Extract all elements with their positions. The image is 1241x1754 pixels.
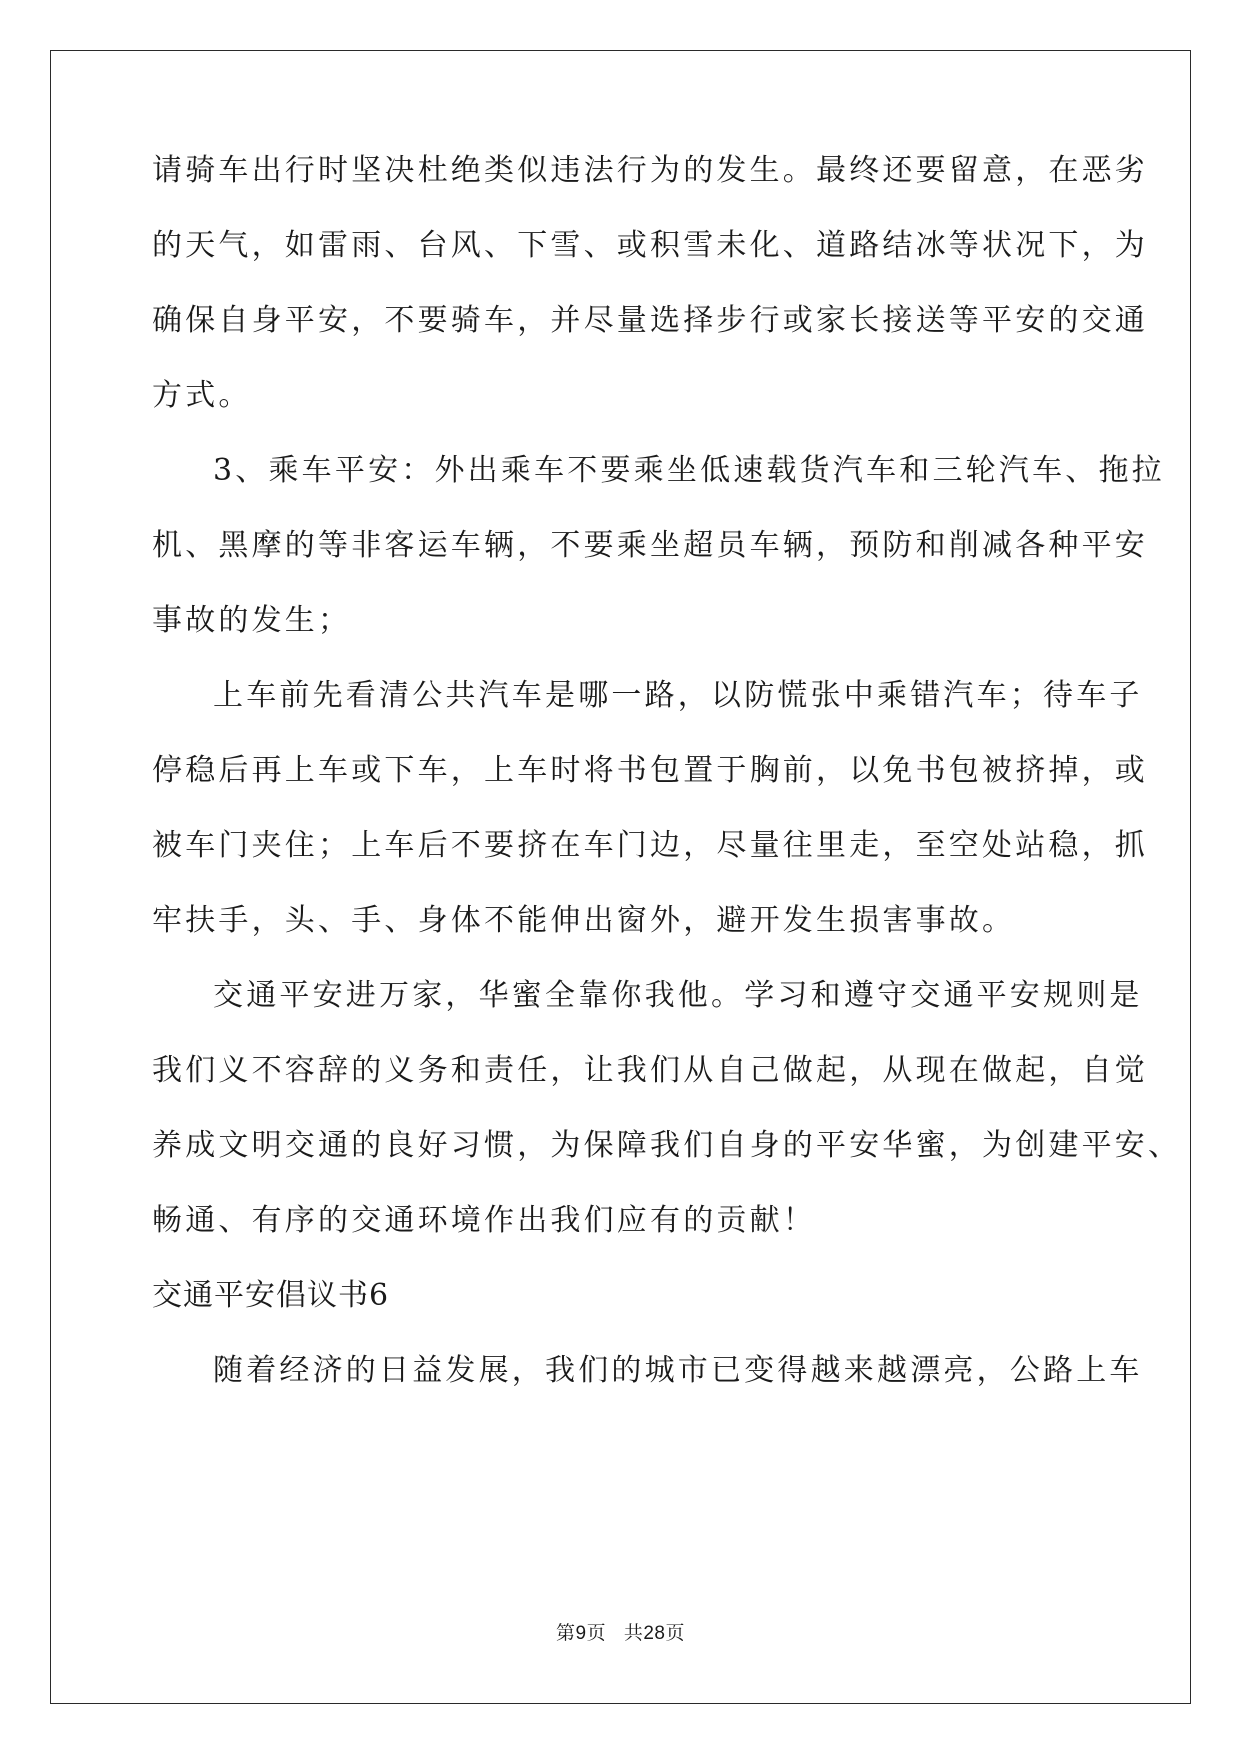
section-heading: 交通平安倡议书6 [152, 1278, 390, 1313]
body-text-line: 事故的发生； [152, 603, 352, 638]
page-total: 共28页 [623, 1623, 685, 1644]
body-text-line: 的天气，如雷雨、台风、下雪、或积雪未化、道路结冰等状况下，为 [152, 228, 1148, 263]
page-border [50, 50, 1191, 1704]
body-text-line: 牢扶手，头、手、身体不能伸出窗外，避开发生损害事故。 [152, 903, 1016, 938]
page-number: 第9页 [556, 1623, 607, 1644]
page-footer [0, 1618, 1241, 1645]
body-text-line: 确保自身平安，不要骑车，并尽量选择步行或家长接送等平安的交通 [152, 303, 1148, 338]
body-text-line: 畅通、有序的交通环境作出我们应有的贡献！ [152, 1203, 816, 1238]
body-text-line: 停稳后再上车或下车，上车时将书包置于胸前，以免书包被挤掉，或 [152, 753, 1148, 788]
body-text-line: 请骑车出行时坚决杜绝类似违法行为的发生。最终还要留意，在恶劣 [152, 153, 1148, 188]
body-text-line: 随着经济的日益发展，我们的城市已变得越来越漂亮，公路上车 [213, 1353, 1143, 1388]
body-text-line: 被车门夹住；上车后不要挤在车门边，尽量往里走，至空处站稳，抓 [152, 828, 1148, 863]
body-text-line: 养成文明交通的良好习惯，为保障我们自身的平安华蜜，为创建平安、 [152, 1128, 1182, 1163]
body-text-line: 上车前先看清公共汽车是哪一路，以防慌张中乘错汽车；待车子 [213, 678, 1143, 713]
body-text-line: 我们义不容辞的义务和责任，让我们从自己做起，从现在做起，自觉 [152, 1053, 1148, 1088]
body-text-line: 方式。 [152, 378, 252, 413]
body-text-line: 机、黑摩的等非客运车辆，不要乘坐超员车辆，预防和削减各种平安 [152, 528, 1148, 563]
body-text-line: 交通平安进万家，华蜜全靠你我他。学习和遵守交通平安规则是 [213, 978, 1143, 1013]
body-text-line: 3、乘车平安：外出乘车不要乘坐低速载货汽车和三轮汽车、拖拉 [213, 453, 1165, 488]
